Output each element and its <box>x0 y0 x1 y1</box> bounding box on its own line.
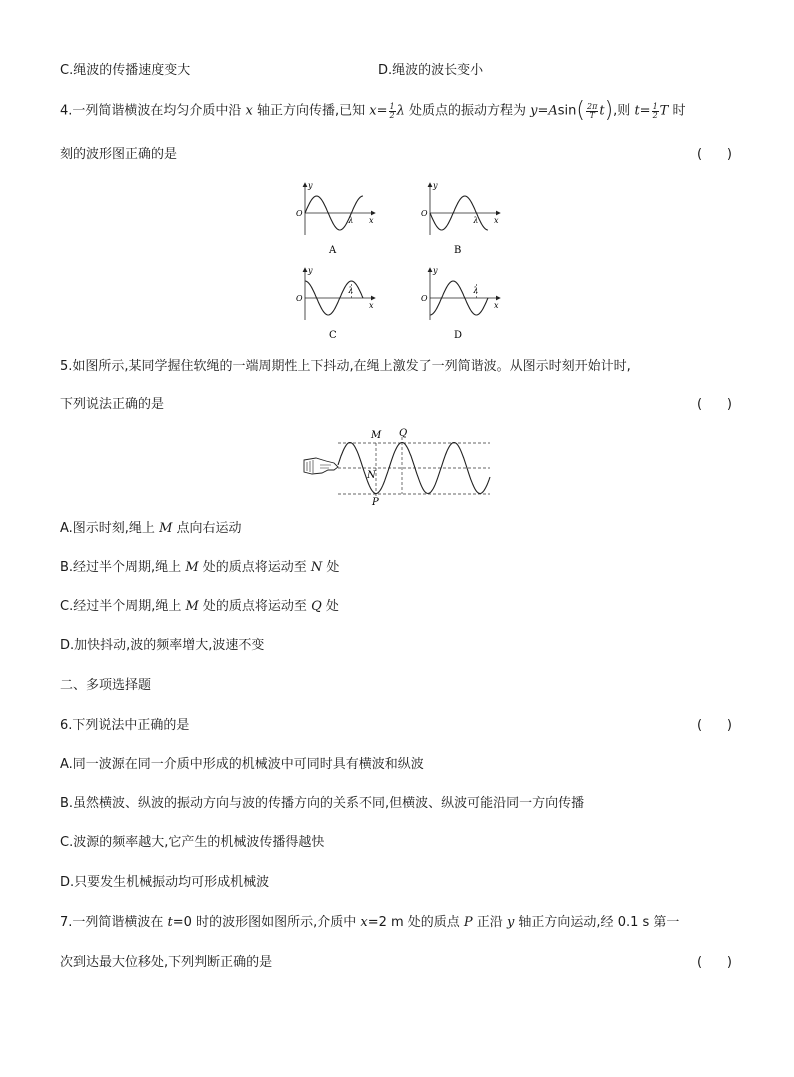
q4-stem-mid2: 处质点的振动方程为 <box>404 103 531 119</box>
q4-half-frac-2: $\frac{1}{2}$ <box>652 101 658 120</box>
q4-T-var: T <box>659 103 669 119</box>
q6-option-d: D.只要发生机械振动均可形成机械波 <box>60 875 270 890</box>
q4-stem-line1 <box>60 96 685 127</box>
q5-stem-line1: 5.如图所示,某同学握住软绳的一端周期性上下抖动,在绳上激发了一列简谐波。从图示时刻开始计时, <box>60 359 631 374</box>
label-p: P <box>372 497 379 508</box>
lambda-label: λ <box>473 216 479 225</box>
q3-option-d: D.绳波的波长变小 <box>378 63 484 78</box>
q6-option-b: B.虽然横波、纵波的振动方向与波的传播方向的关系不同,但横波、纵波可能沿同一方向传播 <box>60 796 585 811</box>
q3-option-c: C.绳波的传播速度变大 <box>60 63 191 78</box>
q6-answer-paren: ( ) <box>697 718 732 733</box>
x-axis-label: x <box>494 216 499 225</box>
q5-answer-paren: ( ) <box>697 397 732 412</box>
q4-eq2: y=A <box>530 103 558 119</box>
q6-option-c: C.波源的频率越大,它产生的机械波传播得越快 <box>60 835 325 850</box>
q4-eq3: t= <box>634 103 651 119</box>
q4-rparen: ) <box>604 98 614 123</box>
x-axis-label: x <box>369 301 374 310</box>
q5-option-d: D.加快抖动,波的频率增大,波速不变 <box>60 638 265 653</box>
graph-option-label: A <box>329 245 337 256</box>
q4-x-var: x <box>245 103 253 119</box>
q4-lambda: λ <box>396 103 405 119</box>
waveform-graph-a <box>296 181 375 256</box>
x-axis-label: x <box>494 301 499 310</box>
waveform-graph-c <box>296 266 375 341</box>
label-m: M <box>371 430 382 441</box>
y-axis-label: y <box>433 181 438 190</box>
q4-waveform-figure <box>285 175 505 345</box>
hand-icon <box>304 458 338 474</box>
lambda-label: λ <box>473 286 479 295</box>
q4-lparen: ( <box>576 98 585 123</box>
y-axis-label: y <box>308 181 313 190</box>
q4-stem-mid1: 轴正方向传播,已知 <box>252 103 370 119</box>
q5-option-b: B.经过半个周期,绳上 M 处的质点将运动至 N 处 <box>60 560 340 575</box>
waveform-graph-d <box>421 266 500 341</box>
q7-stem-line1: 7.一列简谐横波在 t=0 时的波形图如图所示,介质中 x=2 m 处的质点 P 正沿 y 轴正方向运动,经 0.1 s 第一 <box>60 915 680 930</box>
q4-stem-prefix: 4.一列简谐横波在均匀介质中沿 <box>60 103 246 119</box>
origin-label: O <box>421 209 428 218</box>
q5-rope-wave-figure <box>298 425 498 510</box>
section-heading-multiple-choice: 二、多项选择题 <box>60 678 152 693</box>
q7-answer-paren: ( ) <box>697 955 732 970</box>
q4-stem-mid3: ,则 <box>613 103 635 119</box>
q4-stem-line2: 刻的波形图正确的是 <box>60 147 178 162</box>
lambda-label: λ <box>348 216 354 225</box>
lambda-label: λ <box>348 286 354 295</box>
label-q: Q <box>399 428 408 439</box>
y-axis-label: y <box>433 266 438 275</box>
q5-option-a: A.图示时刻,绳上 M 点向右运动 <box>60 521 242 536</box>
origin-label: O <box>421 294 428 303</box>
waveform-graph-b <box>421 181 500 256</box>
q5-option-c: C.经过半个周期,绳上 M 处的质点将运动至 Q 处 <box>60 599 339 614</box>
q4-sin: sin <box>557 103 577 119</box>
q4-answer-paren: ( ) <box>697 147 732 162</box>
q4-eq1: x= <box>369 103 388 119</box>
q6-stem: 6.下列说法中正确的是 <box>60 718 190 733</box>
q5-stem-line2: 下列说法正确的是 <box>60 397 165 412</box>
q4-t-var: t <box>599 103 605 119</box>
label-n: N <box>367 470 376 481</box>
q4-half-frac-1: $\frac{1}{2}$ <box>389 101 395 120</box>
graph-option-label: C <box>329 330 337 341</box>
q7-stem-line2: 次到达最大位移处,下列判断正确的是 <box>60 955 273 970</box>
origin-label: O <box>296 209 303 218</box>
x-axis-label: x <box>369 216 374 225</box>
graph-option-label: D <box>454 330 463 341</box>
q6-option-a: A.同一波源在同一介质中形成的机械波中可同时具有横波和纵波 <box>60 757 424 772</box>
graph-option-label: B <box>454 245 462 256</box>
origin-label: O <box>296 294 303 303</box>
q4-2pi-frac: $\frac{2\pi}{T}$ <box>586 101 598 120</box>
y-axis-label: y <box>308 266 313 275</box>
q4-stem-end: 时 <box>668 103 686 119</box>
